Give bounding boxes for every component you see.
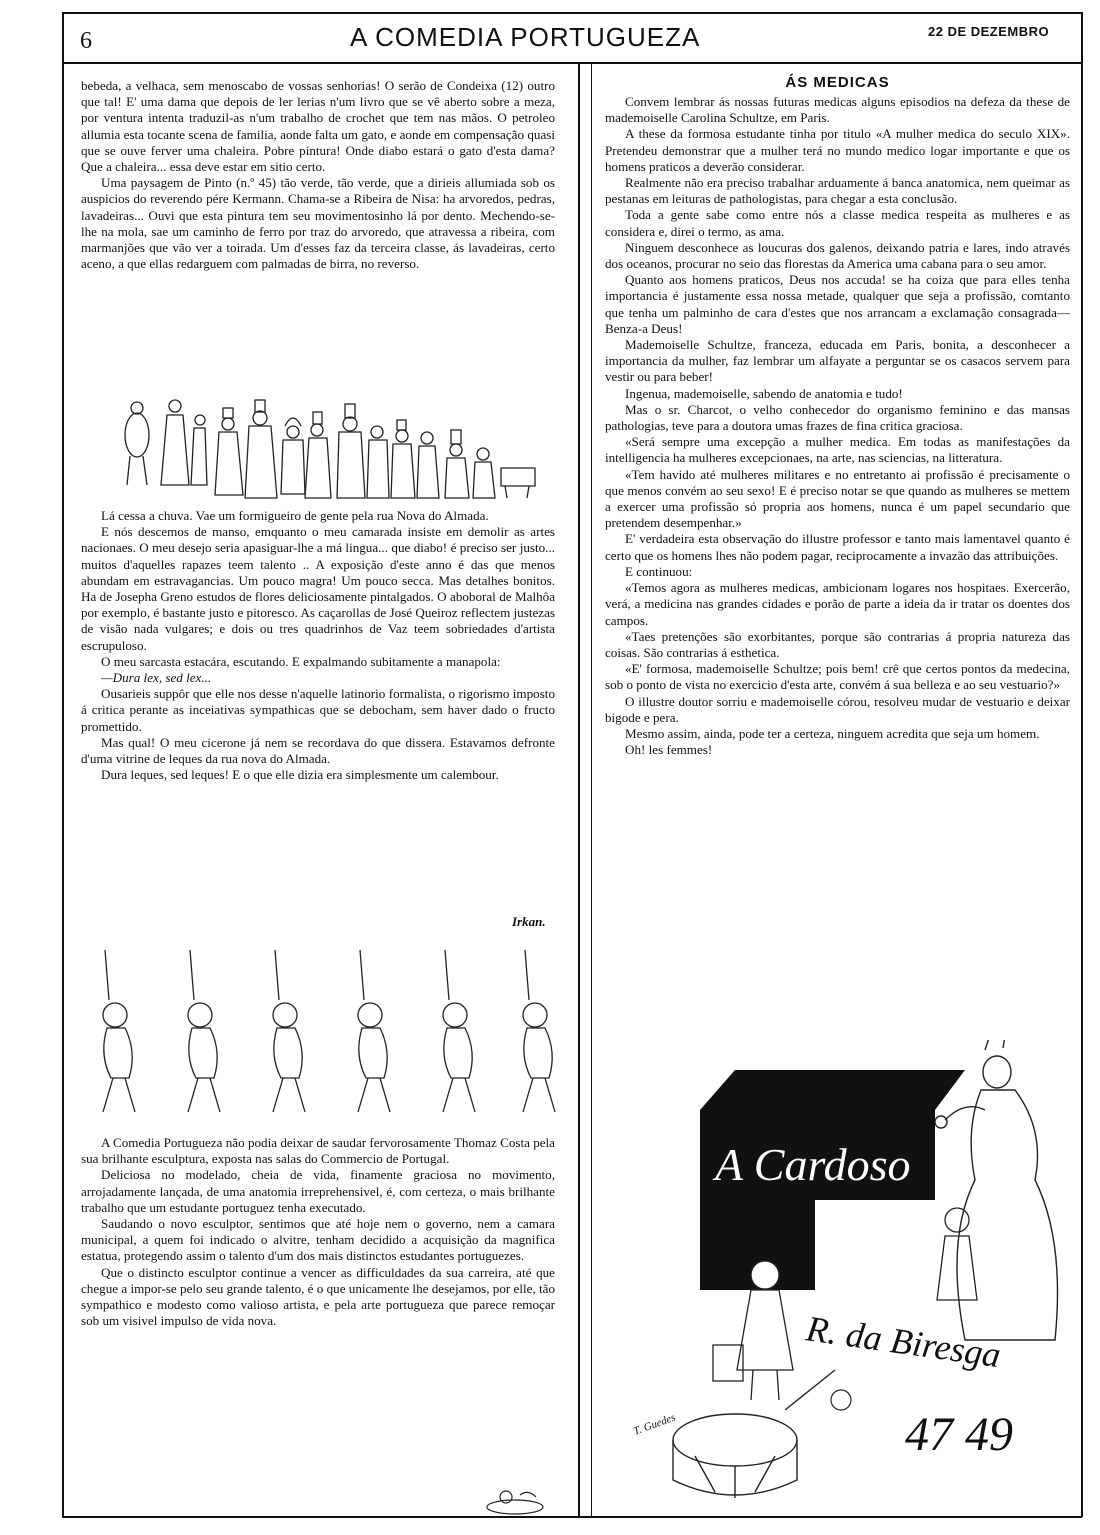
paragraph: Convem lembrar ás nossas futuras medicas alguns episodios na defeza da these de mademoiselle Carolina Schultze, em Paris. [605, 94, 1070, 126]
masthead-title: A COMEDIA PORTUGUEZA [350, 22, 701, 52]
paragraph: Que o distincto esculptor continue a vencer as difficuldades da sua carreira, até que chegue a impor-se pelo seu grande talento, é o que unicamente lhe desejamos, por elle, tão sympathico e modesto como valioso artista, e pela arte portugueza que parece remoçar sob um visivel impulso de vida nova. [81, 1264, 555, 1329]
shop-sign-panel [700, 1110, 935, 1290]
author-signature: Irkan. [512, 914, 546, 929]
paragraph: Realmente não era preciso trabalhar arduamente á banca anatomica, nem queimar as pestanas em leituras de pathologistas, para chegar a esta conclusão. [605, 175, 1070, 207]
paragraph: Ingenua, mademoiselle, sabendo de anatomia e tudo! [625, 385, 903, 401]
page-number: 6 [80, 28, 92, 54]
page-left-border [62, 12, 64, 1517]
left-column-middle-text [81, 508, 555, 783]
left-column-top-text [81, 78, 555, 272]
right-column-text [605, 94, 1070, 758]
header-bottom-rule [62, 62, 1082, 64]
paragraph: Deliciosa no modelado, cheia de vida, finamente graciosa no movimento, arrojadamente lançada, de uma anatomia irreprehensivel, é, com certeza, o mais brilhante trabalho que um estudante portuguez tenha executado. [81, 1167, 555, 1215]
paragraph: Mesmo assim, ainda, pode ter a certeza, ninguem acredita que seja um homem. [625, 725, 1040, 741]
paragraph: «E' formosa, mademoiselle Schultze; pois bem! crê que certos pontos da medecina, sob o ponto de vista no exercicio d'esta arte, convém á sua belleza e ao seu vestuario?» [605, 661, 1070, 693]
page-bottom-rule [62, 1516, 1082, 1518]
paragraph: Ninguem desconhece as loucuras dos galenos, deixando patria e lares, indo através dos oceanos, procurar no seio das florestas da America uma cabana para o seu amor. [605, 239, 1070, 272]
paragraph: Mas qual! O meu cicerone já nem se recordava do que dissera. Estavamos defronte d'uma vitrine de leques da rua nova do Almada. [81, 734, 555, 767]
paragraph: «Taes pretenções são exorbitantes, porque são contrarias á propria natureza das coisas. São contrarias á esthetica. [605, 628, 1070, 660]
left-column-bottom-text [81, 1135, 555, 1329]
ornament-icon [480, 1485, 550, 1519]
paragraph: A Comedia Portugueza não podia deixar de saudar fervorosamente Thomaz Costa pela sua brilhante esculptura, exposta nas salas do Commercio de Portugal. [81, 1135, 555, 1167]
paragraph: bebeda, a velhaca, sem menoscabo de vossas senhorias! O serão de Condeixa (12) outro que tal! E' uma dama que depois de ler lerias n'um livro que se vê aberto sobre a meza, por ventura intenta traduzil-as n'um trabalho de crochet que tem nas mãos. O petroleo allumia esta tocante scena de familia, aonde falta um gato, e aonde em compensação quasi que se ouve ferver uma chaleira. Pobre pintura! Onde diabo estará o gato d'esta dama? Que a chaleira... essa deve estar em sitio certo. [81, 78, 555, 175]
paragraph: «Será sempre uma excepção a mulher medica. Em todas as manifestações da intelligencia ha mulheres excepcionaes, na arte, nas sciencias, na litteratura. [605, 434, 1070, 466]
issue-date: 22 DE DEZEMBRO [928, 24, 1050, 39]
paragraph: Mas o sr. Charcot, o velho conhecedor do organismo feminino e das mansas pathologias, teve para a doutora umas frazes de fina critica graciosa. [605, 401, 1070, 434]
shop-number-text: 47 49 [905, 1408, 1013, 1461]
paragraph: O illustre doutor sorriu e mademoiselle córou, resolveu mudar de vestuario e deixar bigode e pera. [605, 693, 1070, 725]
paragraph: Quanto aos homens praticos, Deus nos accuda! se ha coiza que para elles tenha importancia é justamente essa nossa metade, qualquer que seja a profissão, comtanto que tenha um palminho de cara d'estes que nos arrancam a exclamação consagrada—Benza-a Deus! [605, 272, 1070, 336]
latin-quote: —Dura lex, sed lex... [101, 670, 212, 686]
paragraph: O meu sarcasta estacára, escutando. E expalmando subitamente a manapola: [101, 653, 501, 669]
column-divider-inner [591, 64, 592, 1517]
marching-figures-illustration [85, 940, 575, 1125]
paragraph: «Temos agora as mulheres medicas, ambicionam logares nos hospitaes. Exercerão, verá, a medicina nas grandes cidades e porão de parte a ideia da ir tratar os doentes dos campos. [605, 580, 1070, 628]
shop-street-text: R. da Biresga [803, 1308, 1004, 1376]
paragraph: Saudando o novo esculptor, sentimos que até hoje nem o governo, nem a camara municipal, a quem foi indicado o alvitre, tenham decidido a acquisição da magnifica estatua, protegendo assim o talento d'um dos mais distinctos estudantes portuguezes. [81, 1216, 555, 1264]
paragraph: Ousarieis suppôr que elle nos desse n'aquelle latinorio formalista, o rigorismo imposto á critica perante as inceiativas sympathicas que se debocham, sem haver dado o fructo promettido. [81, 686, 555, 734]
artist-signature: T. Guedes [631, 1411, 678, 1438]
paragraph: A these da formosa estudante tinha por titulo «A mulher medica do seculo XIX». Pretendeu demonstrar que a mulher terá no mundo medico logar importante e que os homens praticos a deverão considerar. [605, 126, 1070, 174]
cardoso-shop-advert [605, 1040, 1075, 1510]
paragraph: Toda a gente sabe como entre nós a classe medica respeita as mulheres e as considera e, direi o termo, as ama. [605, 207, 1070, 239]
paragraph: E continuou: [625, 563, 693, 579]
crowd-illustration [115, 390, 545, 502]
page-right-border [1081, 12, 1083, 1517]
paragraph: «Tem havido até mulheres militares e no entretanto ai profissão é precisamente o que menos convém ao seu sexo! E é preciso notar se que quando as mulheres se mettem a exercer uma profissão só propria aos homens, nunca é um papel secundario que pretendem desempenhar.» [605, 466, 1070, 531]
header-top-rule [62, 12, 1082, 14]
paragraph: Lá cessa a chuva. Vae um formigueiro de gente pela rua Nova do Almada. [101, 508, 489, 523]
article-title: ÁS MEDICAS [785, 74, 890, 91]
paragraph: Uma paysagem de Pinto (n.º 45) tão verde, tão verde, que a dirieis allumiada sob os auspicios do reverendo pére Kermann. Chama-se a Ribeira de Nisa: ha arvoredos, pedras, lavadeiras... Ouvi que esta pintura tem seu movimentosinho lá por dento. Mechendo-se-lhe na mola, sae um caminho de ferro por traz do arvoredo, que atravessa a ribeira, com marmanjões que vão ver a toirada. Um d'esses faz da terceira classe, ás lavadeiras, certo aceno, a que ellas redarguem com palmadas de birra, no reverso. [81, 175, 555, 272]
paragraph: Mademoiselle Schultze, franceza, educada em Paris, bonita, a desconhecer a importancia da mulher, faz lembrar um alfayate a perguntar se os casacos servem para vestir ou para beber! [605, 337, 1070, 385]
paragraph: E' verdadeira esta observação do illustre professor e tanto mais lamentavel quanto é certo que os homens lhes não podem pagar, reciprocamente a invazão das attribuições. [605, 531, 1070, 563]
paragraph: E nós descemos de manso, emquanto o meu camarada insiste em demolir as artes nacionaes. O meu desejo seria apasiguar-lhe a má lingua... que diabo! é preciso ser justo... muitos d'aquelles rapazes teem talento .. A exposição d'este anno é das que menos abundam em estravagancias. Um pouco magra! Um pouco secca. Mas detalhes bonitos. Ha de Josepha Greno estudos de flores deliciosamente pintalgados. O aboboral de Malhôa por exemplo, é bastante justo e pitoresco. As caçarollas de José Queiroz reflectem justezas de visão nada vulgares; e dois ou tres quadrinhos de Vaz teem sobriedades d'artista escrupuloso. [81, 524, 555, 653]
column-divider [578, 64, 580, 1517]
shop-sign-text: A Cardoso [715, 1139, 911, 1190]
paragraph: Oh! les femmes! [625, 742, 713, 758]
paragraph: Dura leques, sed leques! E o que elle dizia era simplesmente um calembour. [101, 767, 499, 783]
drum-figure [673, 1370, 835, 1498]
